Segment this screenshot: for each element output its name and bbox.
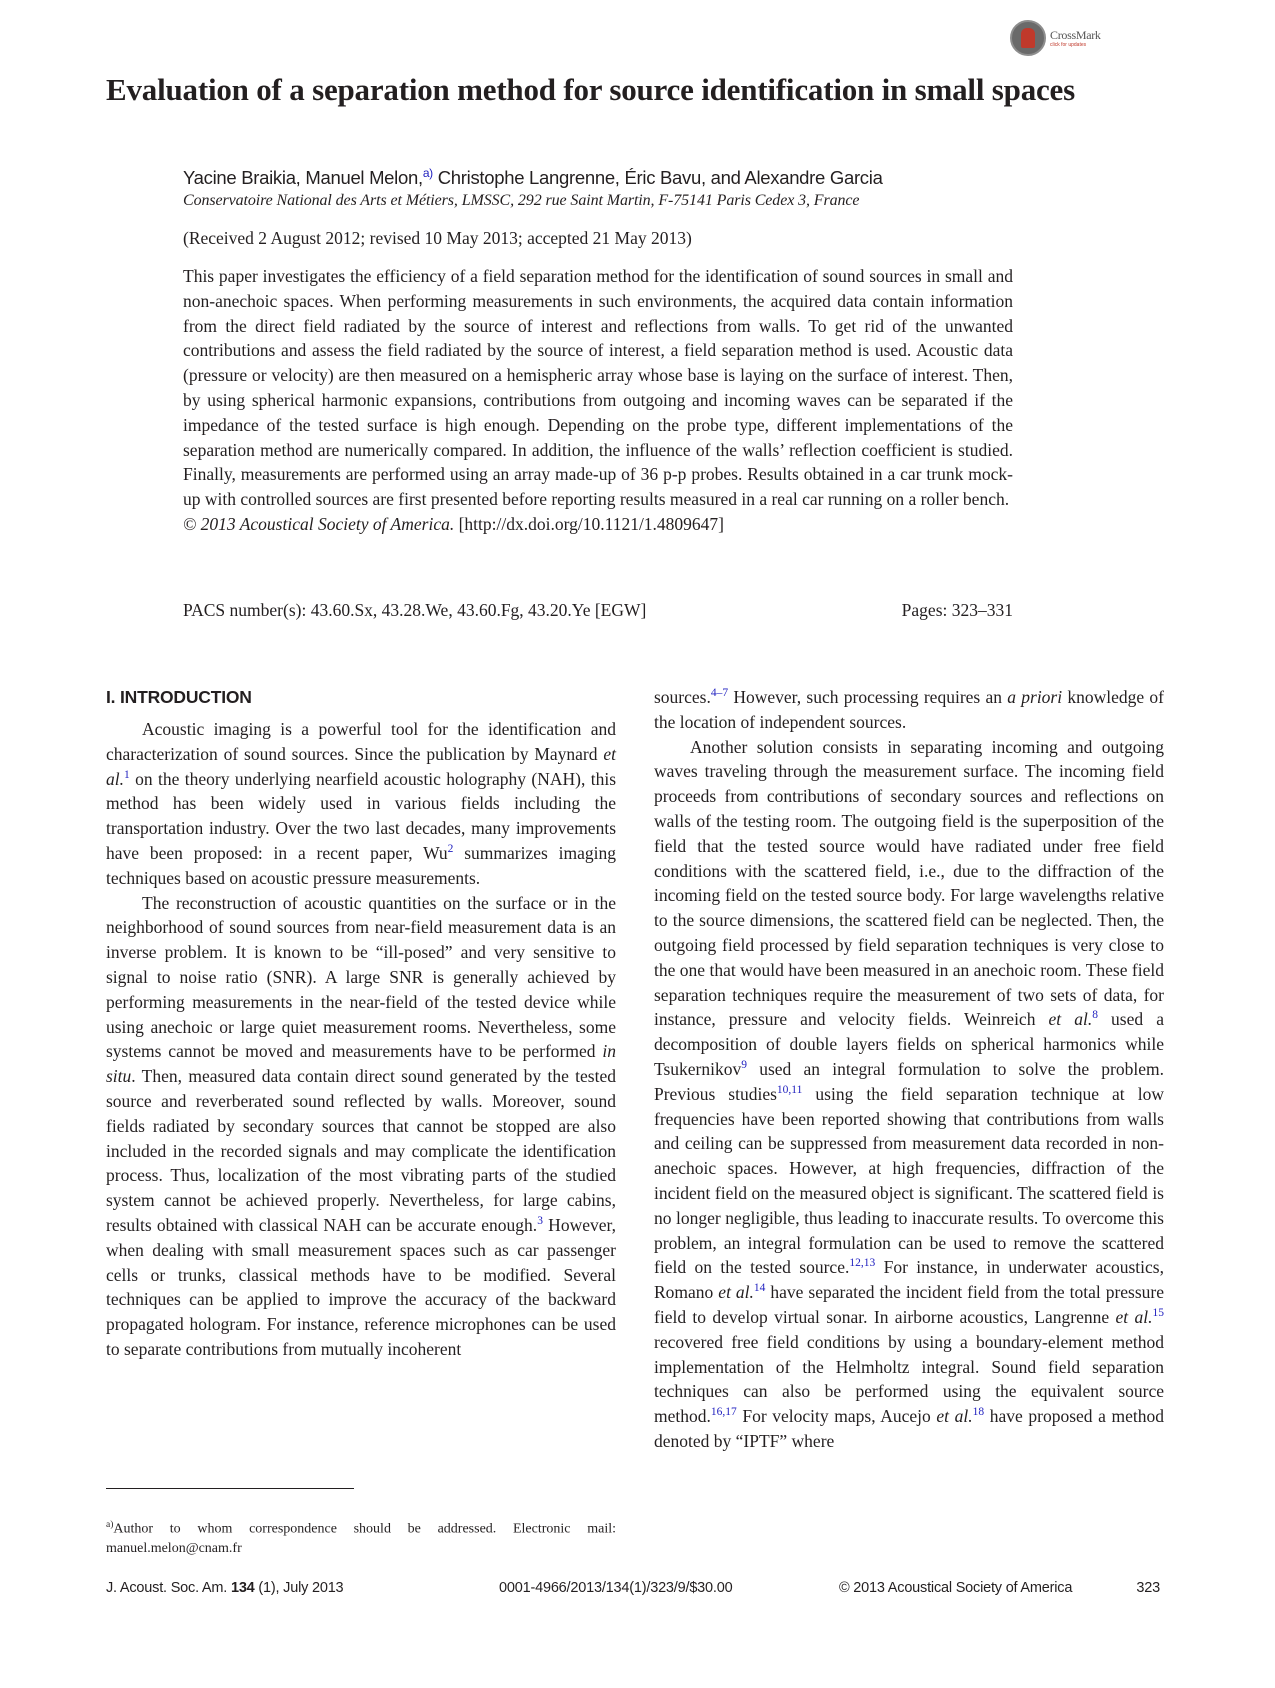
page-footer [106,1580,1160,1596]
footnote-divider [106,1488,354,1489]
citation-link[interactable]: 14 [753,1282,766,1295]
citation-link[interactable]: 3 [537,1215,543,1228]
doi-link[interactable]: [http://dx.doi.org/10.1121/1.4809647] [454,513,725,534]
left-column [106,685,616,1362]
crossmark-icon [1010,20,1046,56]
citation-link[interactable]: 18 [972,1406,985,1419]
paragraph-2: The reconstruction of acoustic quantities on the surface or in the neighborhood of sound sources from near-field measurement data is an inverse problem. It is known to be “ill-posed” and very sensitive to signal to noise ratio (SNR). A large SNR is generally achieved by performing measurements in the near-field of the tested device while using anechoic or large quiet measurement rooms. Nevertheless, some systems cannot be moved and measurements have to be performed in situ. Then, measured data contain direct sound generated by the tested source and reverberated sound reflected by walls. Moreover, sound fields radiated by secondary sources that cannot be stopped are also included in the recorded signals and may complicate the identification process. Thus, localization of the most vibrating parts of the studied system cannot be achieved properly. Nevertheless, for large cabins, results obtained with classical NAH can be accurate enough.$^3$ However, when dealing with small measurement spaces such as car passenger cells or trunks, classical methods have to be modified. Several techniques can be applied to improve the accuracy of the backward propagated hologram. For instance, reference microphones can be used to separate contributions from mutually incoherent [106,892,616,1359]
citation-link[interactable]: 1 [124,768,130,781]
section-heading: I. INTRODUCTION [106,687,252,707]
abstract-text: This paper investigates the efficiency of a field separation method for the identification of sound sources in small and non-anechoic spaces. When performing measurements in such environments, the acquired data contain information from the direct field radiated by the source of interest and reflections from walls. To get rid of the unwanted contributions and assess the field radiated by the source of interest, a field separation method is used. Acoustic data (pressure or velocity) are then measured on a hemispheric array whose base is laying on the surface of interest. Then, by using spherical harmonic expansions, contributions from outgoing and incoming waves can be separated if the impedance of the tested surface is high enough. Depending on the probe type, different implementations of the separation method are numerically compared. In addition, the influence of the walls’ reflection coefficient is studied. Finally, measurements are performed using an array made-up of 36 p-p probes. Results obtained in a car trunk mock-up with controlled sources are first presented before reporting results measured in a real car running on a roller bench. [183,266,1013,510]
citation-link[interactable]: 8 [1092,1009,1098,1022]
paragraph-1: Acoustic imaging is a powerful tool for the identification and characterization of sound sources. Since the publication by Maynard et al.$^1$ on the theory underlying nearfield acoustic holography (NAH), this method has been widely used in various fields including the transportation industry. Over the two last decades, many improvements have been proposed: in a recent paper, Wu$^2$ summarizes imaging techniques based on acoustic pressure measurements. [106,719,616,888]
page-number: 323 [1136,1580,1160,1596]
issn: 0001-4966/2013/134(1)/323/9/$30.00 [499,1580,733,1596]
affiliation: Conservatoire National des Arts et Métiers, LMSSC, 292 rue Saint Martin, F-75141 Paris Cedex 3, France [183,192,860,209]
citation-link[interactable]: 2 [447,843,454,856]
citation-link[interactable]: 10,11 [776,1083,803,1096]
abstract-copyright: © 2013 Acoustical Society of America. [http://dx.doi.org/10.1121/1.4809647] [183,513,725,534]
footer-copyright: © 2013 Acoustical Society of America [839,1580,1073,1596]
right-column [654,685,1164,1454]
citation-link[interactable]: 12,13 [849,1257,876,1270]
received-dates: (Received 2 August 2012; revised 10 May 2013; accepted 21 May 2013) [183,228,692,248]
crossmark-badge[interactable] [1010,20,1101,56]
crossmark-title: CrossMark [1050,27,1101,42]
citation-link[interactable]: 16,17 [710,1406,737,1419]
page-range: Pages: 323–331 [901,600,1013,620]
paper-title: Evaluation of a separation method for source identification in small spaces [106,72,1075,107]
pacs-row [183,600,1013,621]
citation-link[interactable]: 15 [1152,1307,1164,1320]
author-footnote-link[interactable]: a) [422,166,433,180]
crossmark-subtitle: click for updates [1050,41,1087,48]
abstract [183,264,1013,537]
citation-link[interactable]: 4–7 [710,687,729,700]
journal-citation: J. Acoust. Soc. Am. 134 (1), July 2013 [106,1580,344,1596]
paragraph-3: sources.$^{4-7}$ However, such processing requires an a priori knowledge of the location of independent sources. [654,687,1164,732]
paragraph-4: Another solution consists in separating incoming and outgoing waves traveling through the measurement surface. The incoming field proceeds from contributions of secondary sources and reflections on walls of the testing room. The outgoing field is the superposition of the field that the tested source would have radiated under free field conditions with the scattered field, i.e., due to the diffraction of the incoming field on the tested source body. For large wavelengths relative to the source dimensions, the scattered field can be neglected. Then, the outgoing field processed by field separation techniques is very close to the one that would have been measured in an anechoic room. These field separation techniques require the measurement of two sets of data, for instance, pressure and velocity fields. Weinreich et al.$^8$ used a decomposition of double layers fields on spherical harmonics while Tsukernikov$^9$ used an integral formulation to solve the problem. Previous studies$^{10,11}$ using the field separation technique at low frequencies have been reported showing that contributions from walls and ceiling can be suppressed from measurement data recorded in non-anechoic spaces. However, at high frequencies, diffraction of the incident field on the measured object is significant. The scattered field is no longer negligible, thus leading to inaccurate results. To overcome this problem, an integral formulation can be used to remove the scattered field on the tested source.$^{12,13}$ For instance, in underwater acoustics, Romano et al.$^{14}$ have separated the incident field from the total pressure field to develop virtual sonar. In airborne acoustics, Langrenne et al.$^{15}$ recovered free field conditions by using a boundary-element method implementation of the Helmholtz integral. Sound field separation techniques can also be performed using the equivalent source method.$^{16,17}$ For velocity maps, Aucejo et al.$^{18}$ have proposed a method denoted by “IPTF” where [654,736,1164,1451]
pacs-numbers: PACS number(s): 43.60.Sx, 43.28.We, 43.60.Fg, 43.20.Ye [EGW] [183,600,647,620]
author-list: Yacine Braikia, Manuel Melon,$^{a)}$ Christophe Langrenne, Éric Bavu, and Alexandre Garcia [183,166,883,189]
citation-link[interactable]: 9 [741,1059,747,1072]
footnote: $^{a)}$Author to whom correspondence should be addressed. Electronic mail: manuel.melon@cnam.fr [106,1520,616,1556]
